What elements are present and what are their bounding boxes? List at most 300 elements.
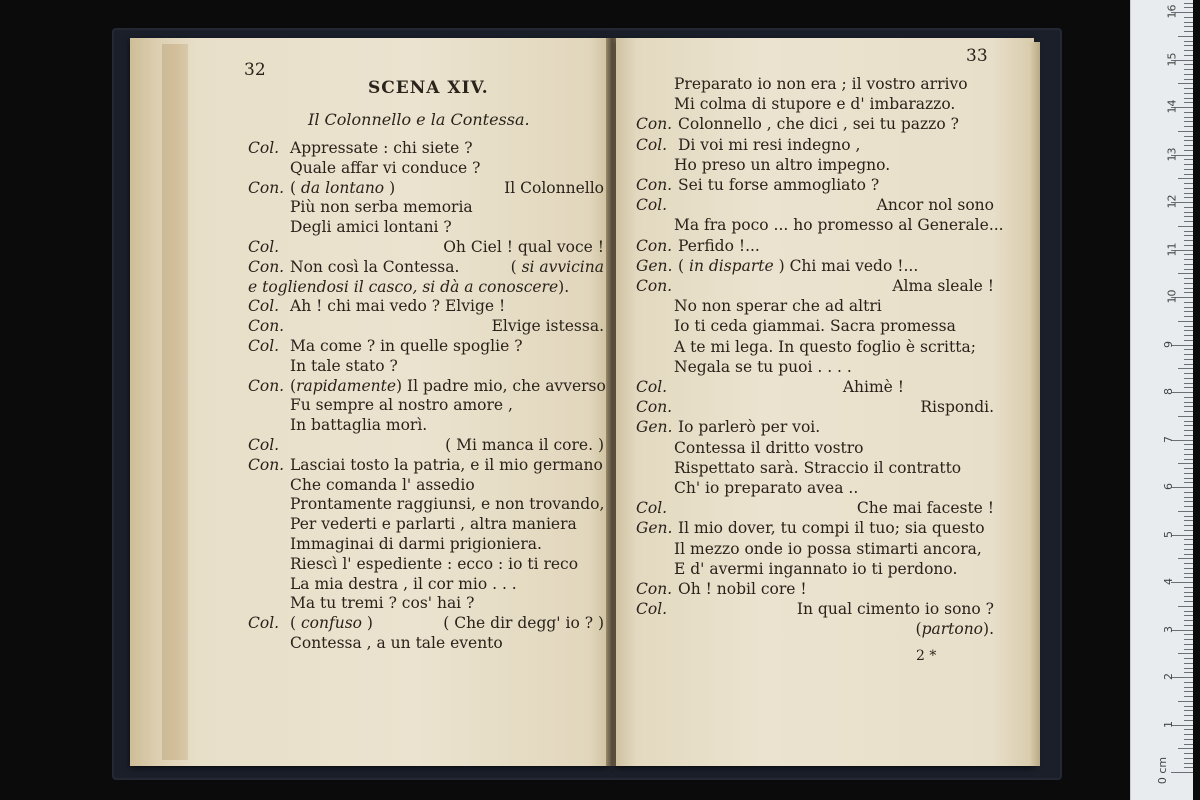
ruler-tick bbox=[1184, 7, 1193, 8]
line-text: ( bbox=[678, 256, 689, 275]
line-text: ). bbox=[983, 620, 994, 639]
dialogue-line bbox=[674, 337, 976, 357]
ruler-tick bbox=[1184, 459, 1193, 460]
line-text: Immaginai di darmi prigioniera. bbox=[290, 535, 542, 553]
ruler-tick bbox=[1184, 150, 1193, 151]
signature-mark: 2 * bbox=[916, 648, 937, 664]
line-text: Colonnello , che dici , sei tu pazzo ? bbox=[678, 115, 959, 134]
ruler-tick bbox=[1184, 473, 1193, 474]
ruler-tick bbox=[1184, 554, 1193, 555]
ruler-tick bbox=[1184, 245, 1193, 246]
line-text: Ma come ? in quelle spoglie ? bbox=[290, 337, 523, 355]
line-text: ) Chi mai vedo !... bbox=[773, 256, 919, 275]
scene-subtitle: Il Colonnello e la Contessa. bbox=[308, 110, 530, 129]
ruler-number: 14 bbox=[1165, 99, 1179, 114]
ruler-tick bbox=[1184, 117, 1193, 118]
ruler-unit-label: 0 cm bbox=[1156, 756, 1170, 785]
ruler-tick bbox=[1184, 573, 1193, 574]
speaker-label: Con. bbox=[248, 376, 285, 395]
dialogue-line bbox=[674, 296, 882, 316]
dialogue-line bbox=[678, 114, 959, 134]
dialogue-line bbox=[290, 138, 473, 158]
ruler-tick bbox=[1184, 720, 1193, 721]
ruler-tick bbox=[1184, 696, 1193, 697]
ruler-tick bbox=[1184, 145, 1193, 146]
ruler-tick bbox=[1184, 126, 1193, 127]
ruler-tick bbox=[1184, 568, 1193, 569]
ruler-tick bbox=[1184, 577, 1193, 578]
dialogue-line bbox=[290, 455, 603, 475]
dialogue-line bbox=[290, 356, 398, 376]
ruler-tick bbox=[1184, 283, 1193, 284]
ruler-tick bbox=[1184, 64, 1193, 65]
ruler-tick bbox=[1184, 98, 1193, 99]
ruler-tick bbox=[1184, 74, 1193, 75]
ruler-tick bbox=[1184, 359, 1193, 360]
right-page bbox=[616, 38, 1034, 766]
ruler-tick bbox=[1184, 269, 1193, 270]
line-text: Io ti ceda giammai. Sacra promessa bbox=[674, 317, 956, 336]
ruler-tick bbox=[1184, 758, 1193, 759]
ruler-tick bbox=[1184, 544, 1193, 545]
ruler-tick bbox=[1184, 183, 1193, 184]
line-text: Più non serba memoria bbox=[290, 198, 473, 217]
dialogue-line-right: ( Che dir degg' io ? ) bbox=[443, 614, 604, 633]
ruler-tick bbox=[1184, 421, 1193, 422]
ruler-tick bbox=[1184, 397, 1193, 398]
ruler-tick bbox=[1178, 463, 1193, 464]
ruler-tick bbox=[1184, 530, 1193, 531]
ruler-tick bbox=[1184, 302, 1193, 303]
ruler-tick bbox=[1184, 288, 1193, 289]
ruler-tick bbox=[1184, 411, 1193, 412]
line-text: Preparato io non era ; il vostro arrivo bbox=[674, 75, 968, 93]
ruler-tick bbox=[1178, 36, 1193, 37]
ruler-tick bbox=[1184, 687, 1193, 688]
ruler-tick bbox=[1184, 193, 1193, 194]
ruler-number: 6 bbox=[1162, 483, 1175, 490]
ruler-tick bbox=[1184, 587, 1193, 588]
ruler-number: 16 bbox=[1165, 4, 1179, 19]
line-text: Ma fra poco ... ho promesso al Generale... bbox=[674, 216, 1004, 235]
line-text: ). bbox=[558, 277, 570, 296]
dialogue-line-right: Che mai faceste ! bbox=[856, 499, 994, 518]
ruler-tick bbox=[1184, 188, 1193, 189]
ruler-tick bbox=[1184, 682, 1193, 683]
dialogue-line-right: ( Mi manca il core. ) bbox=[445, 436, 604, 454]
ruler-tick bbox=[1178, 748, 1193, 749]
ruler-tick bbox=[1184, 159, 1193, 160]
ruler-tick bbox=[1184, 383, 1193, 384]
ruler-tick bbox=[1184, 216, 1193, 217]
ruler-tick bbox=[1184, 22, 1193, 23]
dialogue-line bbox=[290, 178, 395, 198]
line-text: In tale stato ? bbox=[290, 356, 398, 375]
ruler-tick bbox=[1178, 701, 1193, 702]
ruler-tick bbox=[1184, 691, 1193, 692]
ruler-tick bbox=[1184, 69, 1193, 70]
ruler-tick bbox=[1184, 373, 1193, 374]
ruler-tick bbox=[1184, 710, 1193, 711]
ruler-tick bbox=[1184, 767, 1193, 768]
dialogue-line bbox=[678, 175, 879, 195]
speaker-label: Con. bbox=[636, 277, 673, 295]
ruler-number: 15 bbox=[1165, 52, 1179, 66]
speaker-label: Col. bbox=[636, 196, 668, 215]
line-text: ( bbox=[290, 376, 297, 395]
dialogue-line-right: Ahimè ! bbox=[842, 378, 904, 396]
line-text: Prontamente raggiunsi, e non trovando, bbox=[290, 495, 605, 514]
ruler-tick bbox=[1184, 311, 1193, 312]
dialogue-line bbox=[678, 417, 820, 437]
dialogue-line bbox=[290, 574, 517, 594]
ruler-tick bbox=[1184, 482, 1193, 483]
ruler-tick bbox=[1178, 511, 1193, 512]
ruler-tick bbox=[1184, 378, 1193, 379]
ruler-tick bbox=[1178, 83, 1193, 84]
dialogue-line bbox=[678, 135, 860, 155]
speaker-label: Con. bbox=[248, 455, 285, 474]
dialogue-line-right: Alma sleale ! bbox=[892, 277, 994, 295]
ruler-tick bbox=[1184, 41, 1193, 42]
scene-title: SCENA XIV. bbox=[368, 78, 489, 98]
ruler-tick bbox=[1184, 706, 1193, 707]
line-text: ) bbox=[362, 614, 373, 633]
ruler-tick bbox=[1184, 435, 1193, 436]
ruler-tick bbox=[1184, 121, 1193, 122]
ruler-tick bbox=[1184, 539, 1193, 540]
ruler-tick bbox=[1184, 259, 1193, 260]
line-text: E d' avermi ingannato io ti perdono. bbox=[674, 559, 958, 578]
ruler-tick bbox=[1184, 729, 1193, 730]
ruler-tick bbox=[1184, 506, 1193, 507]
ruler-number: 7 bbox=[1162, 435, 1175, 443]
ruler-tick bbox=[1184, 492, 1193, 493]
dialogue-line-right: Ancor nol sono bbox=[876, 196, 994, 215]
line-text: ) bbox=[384, 178, 396, 197]
line-text: In battaglia morì. bbox=[290, 416, 428, 435]
ruler-tick bbox=[1178, 178, 1193, 179]
ruler-number: 10 bbox=[1165, 289, 1179, 304]
speaker-label: Con. bbox=[636, 176, 673, 194]
dialogue-line bbox=[290, 494, 604, 514]
ruler-tick bbox=[1178, 558, 1193, 559]
dialogue-line bbox=[290, 534, 542, 554]
ruler-tick bbox=[1184, 634, 1193, 635]
speaker-label: Con. bbox=[248, 317, 285, 336]
line-text: ) Il padre mio, che avverso bbox=[396, 376, 606, 395]
dialogue-line bbox=[674, 357, 852, 377]
ruler-number: 1 bbox=[1162, 720, 1175, 728]
page-number: 32 bbox=[244, 60, 266, 80]
ruler-tick bbox=[1184, 497, 1193, 498]
ruler-tick bbox=[1184, 45, 1193, 46]
ruler-tick bbox=[1184, 406, 1193, 407]
dialogue-line bbox=[678, 518, 985, 538]
ruler-tick bbox=[1184, 316, 1193, 317]
speaker-label: Col. bbox=[636, 378, 668, 396]
ruler-tick bbox=[1184, 644, 1193, 645]
speaker-label: Gen. bbox=[636, 519, 673, 538]
ruler-tick bbox=[1184, 55, 1193, 56]
dialogue-line bbox=[674, 478, 858, 498]
ruler-tick bbox=[1184, 3, 1193, 4]
dialogue-line-right: Oh Ciel ! qual voce ! bbox=[443, 238, 604, 256]
line-text: Ma tu tremi ? cos' hai ? bbox=[290, 594, 475, 613]
ruler-tick bbox=[1184, 340, 1193, 341]
ruler-tick bbox=[1184, 501, 1193, 502]
speaker-label: Con. bbox=[636, 398, 673, 417]
line-text: Il mio dover, tu compi il tuo; sia questo bbox=[678, 519, 985, 538]
ruler-number: 11 bbox=[1165, 242, 1179, 256]
speaker-label: Col. bbox=[636, 135, 668, 154]
ruler-tick bbox=[1184, 50, 1193, 51]
ruler-tick bbox=[1184, 430, 1193, 431]
ruler-tick bbox=[1178, 273, 1193, 274]
stage-direction: da lontano bbox=[300, 178, 385, 197]
dialogue-line bbox=[678, 256, 918, 276]
dialogue-line bbox=[290, 514, 577, 534]
dialogue-line bbox=[290, 475, 475, 495]
line-text: Non così la Contessa. bbox=[290, 257, 460, 276]
stage-direction: si avvicina bbox=[521, 257, 604, 276]
ruler-tick bbox=[1184, 88, 1193, 89]
ruler-number: 8 bbox=[1162, 388, 1175, 395]
ruler-tick bbox=[1184, 364, 1193, 365]
ruler-tick bbox=[1184, 563, 1193, 564]
ruler-tick bbox=[1184, 387, 1193, 388]
ruler-tick bbox=[1184, 402, 1193, 403]
ruler-tick bbox=[1184, 197, 1193, 198]
ruler-tick bbox=[1184, 625, 1193, 626]
speaker-label: Col. bbox=[636, 600, 668, 619]
speaker-label: Col. bbox=[248, 139, 280, 157]
line-text: No non sperar che ad altri bbox=[674, 297, 882, 316]
line-text: Contessa il dritto vostro bbox=[674, 438, 864, 457]
ruler-tick bbox=[1184, 335, 1193, 336]
line-text: Negala se tu puoi . . . . bbox=[674, 357, 852, 376]
ruler-tick bbox=[1184, 102, 1193, 103]
line-text: Degli amici lontani ? bbox=[290, 218, 452, 237]
ruler-number: 5 bbox=[1162, 530, 1175, 538]
speaker-label: Con. bbox=[636, 236, 673, 255]
ruler-tick bbox=[1184, 349, 1193, 350]
dialogue-line bbox=[678, 579, 807, 599]
dialogue-line-right: Rispondi. bbox=[920, 398, 994, 417]
ruler-tick bbox=[1184, 753, 1193, 754]
ruler-tick bbox=[1178, 606, 1193, 607]
ruler-tick bbox=[1184, 468, 1193, 469]
measurement-ruler bbox=[1130, 0, 1193, 800]
dialogue-line-right: Il Colonnello bbox=[504, 178, 604, 197]
dialogue-line bbox=[674, 94, 955, 114]
ruler-tick bbox=[1184, 17, 1193, 18]
dialogue-line bbox=[674, 539, 982, 559]
ruler-tick bbox=[1184, 520, 1193, 521]
dialogue-line bbox=[290, 217, 452, 237]
ruler-tick bbox=[1184, 278, 1193, 279]
speaker-label: Col. bbox=[248, 436, 280, 454]
ruler-tick bbox=[1184, 615, 1193, 616]
dialogue-line bbox=[290, 395, 513, 415]
line-text: Il mezzo onde io possa stimarti ancora, bbox=[674, 539, 982, 558]
line-text: ( bbox=[290, 178, 301, 197]
line-text: Riescì l' espediente : ecco : io ti reco bbox=[290, 554, 579, 573]
ruler-tick bbox=[1184, 425, 1193, 426]
ruler-tick bbox=[1184, 620, 1193, 621]
dialogue-line bbox=[290, 633, 503, 653]
speaker-label: Col. bbox=[248, 614, 280, 633]
open-book bbox=[130, 38, 1045, 770]
ruler-tick bbox=[1184, 221, 1193, 222]
ruler-tick bbox=[1184, 525, 1193, 526]
dialogue-line bbox=[290, 376, 606, 396]
ruler-tick bbox=[1178, 416, 1193, 417]
speaker-label: Con. bbox=[248, 257, 285, 276]
ruler-tick bbox=[1178, 321, 1193, 322]
dialogue-line bbox=[248, 277, 569, 297]
line-text: Ah ! chi mai vedo ? Elvige ! bbox=[290, 297, 506, 316]
ruler-number: 2 bbox=[1162, 673, 1175, 680]
dialogue-line bbox=[290, 158, 480, 178]
speaker-label: Col. bbox=[248, 337, 280, 355]
dialogue-line-right: Elvige istessa. bbox=[491, 317, 604, 336]
line-text: ( bbox=[915, 620, 922, 639]
line-text: Perfido !... bbox=[678, 236, 760, 255]
stage-direction: rapidamente bbox=[296, 376, 397, 395]
line-text: Fu sempre al nostro amore , bbox=[290, 396, 513, 415]
ruler-tick bbox=[1178, 368, 1193, 369]
dialogue-line bbox=[290, 613, 373, 633]
stage-direction: confuso bbox=[300, 614, 362, 633]
ruler-tick bbox=[1184, 330, 1193, 331]
dialogue-line bbox=[290, 197, 473, 217]
left-page bbox=[130, 38, 608, 766]
ruler-tick bbox=[1184, 549, 1193, 550]
ruler-tick bbox=[1184, 26, 1193, 27]
ruler-tick bbox=[1171, 772, 1193, 773]
line-text: Lasciai tosto la patria, e il mio germano bbox=[290, 455, 603, 474]
ruler-tick bbox=[1184, 212, 1193, 213]
ruler-tick bbox=[1184, 93, 1193, 94]
line-text: Per vederti e parlarti , altra maniera bbox=[290, 515, 577, 534]
ruler-tick bbox=[1184, 668, 1193, 669]
dialogue-line bbox=[290, 257, 459, 277]
dialogue-line-right: In qual cimento io sono ? bbox=[796, 600, 994, 619]
line-text: Sei tu forse ammogliato ? bbox=[678, 176, 880, 194]
ruler-tick bbox=[1178, 131, 1193, 132]
line-text: ( bbox=[510, 257, 522, 276]
ruler-tick bbox=[1184, 454, 1193, 455]
ruler-tick bbox=[1184, 478, 1193, 479]
page-number: 33 bbox=[966, 46, 988, 66]
line-text: Rispettato sarà. Straccio il contratto bbox=[674, 458, 962, 477]
ruler-tick bbox=[1184, 169, 1193, 170]
dialogue-line bbox=[290, 415, 427, 435]
stage-direction-right bbox=[511, 257, 604, 277]
ruler-tick bbox=[1178, 226, 1193, 227]
dialogue-line bbox=[290, 593, 474, 613]
dialogue-line bbox=[290, 336, 523, 356]
ruler-number: 12 bbox=[1165, 194, 1179, 209]
ruler-tick bbox=[1184, 164, 1193, 165]
ruler-tick bbox=[1184, 174, 1193, 175]
dialogue-line bbox=[678, 236, 760, 256]
ruler-tick bbox=[1184, 611, 1193, 612]
ruler-tick bbox=[1184, 744, 1193, 745]
ruler-number: 9 bbox=[1162, 340, 1175, 348]
line-text: Oh ! nobil core ! bbox=[678, 580, 807, 598]
ruler-tick bbox=[1184, 658, 1193, 659]
ruler-tick bbox=[1184, 240, 1193, 241]
line-text: A te mi lega. In questo foglio è scritta; bbox=[674, 337, 976, 356]
ruler-tick bbox=[1184, 739, 1193, 740]
ruler-tick bbox=[1184, 231, 1193, 232]
ruler-number: 4 bbox=[1162, 578, 1175, 585]
speaker-label: Con. bbox=[636, 580, 673, 598]
ruler-tick bbox=[1184, 516, 1193, 517]
ruler-tick bbox=[1184, 639, 1193, 640]
dialogue-line bbox=[290, 296, 505, 316]
stage-direction: partono bbox=[921, 620, 984, 639]
ruler-tick bbox=[1184, 140, 1193, 141]
dialogue-line bbox=[674, 438, 864, 458]
line-text: Contessa , a un tale evento bbox=[290, 634, 503, 652]
ruler-tick bbox=[1184, 449, 1193, 450]
ruler-tick bbox=[1184, 715, 1193, 716]
ruler-tick bbox=[1184, 592, 1193, 593]
ruler-tick bbox=[1184, 307, 1193, 308]
ruler-tick bbox=[1184, 663, 1193, 664]
ruler-tick bbox=[1184, 136, 1193, 137]
speaker-label: Col. bbox=[636, 499, 668, 518]
ruler-tick bbox=[1178, 653, 1193, 654]
ruler-tick bbox=[1184, 254, 1193, 255]
ruler-tick bbox=[1184, 649, 1193, 650]
dialogue-line bbox=[290, 554, 578, 574]
ruler-tick bbox=[1184, 31, 1193, 32]
line-text: Quale affar vi conduce ? bbox=[290, 158, 481, 177]
stage-direction: e togliendosi il casco, si dà a conoscere bbox=[248, 277, 559, 296]
ruler-tick bbox=[1184, 79, 1193, 80]
dialogue-line bbox=[674, 458, 961, 478]
stage-direction: in disparte bbox=[688, 256, 774, 275]
ruler-number: 3 bbox=[1162, 625, 1175, 633]
speaker-label: Col. bbox=[248, 297, 280, 316]
dialogue-line bbox=[674, 316, 956, 336]
ruler-tick bbox=[1184, 354, 1193, 355]
ruler-tick bbox=[1184, 596, 1193, 597]
stage-direction-right bbox=[916, 619, 995, 639]
line-text: Appressate : chi siete ? bbox=[290, 139, 473, 157]
line-text: La mia destra , il cor mio . . . bbox=[290, 574, 517, 593]
ruler-tick bbox=[1184, 672, 1193, 673]
ruler-tick bbox=[1184, 763, 1193, 764]
line-text: Mi colma di stupore e d' imbarazzo. bbox=[674, 95, 956, 114]
ruler-tick bbox=[1184, 264, 1193, 265]
line-text: Che comanda l' assedio bbox=[290, 475, 475, 494]
line-text: Ho preso un altro impegno. bbox=[674, 155, 891, 174]
ruler-tick bbox=[1184, 601, 1193, 602]
ruler-tick bbox=[1184, 207, 1193, 208]
line-text: ( bbox=[290, 614, 301, 633]
dialogue-line bbox=[674, 559, 957, 579]
ruler-tick bbox=[1184, 292, 1193, 293]
ruler-tick bbox=[1184, 112, 1193, 113]
dialogue-line bbox=[674, 155, 890, 175]
ruler-tick bbox=[1184, 326, 1193, 327]
speaker-label: Con. bbox=[636, 115, 673, 134]
